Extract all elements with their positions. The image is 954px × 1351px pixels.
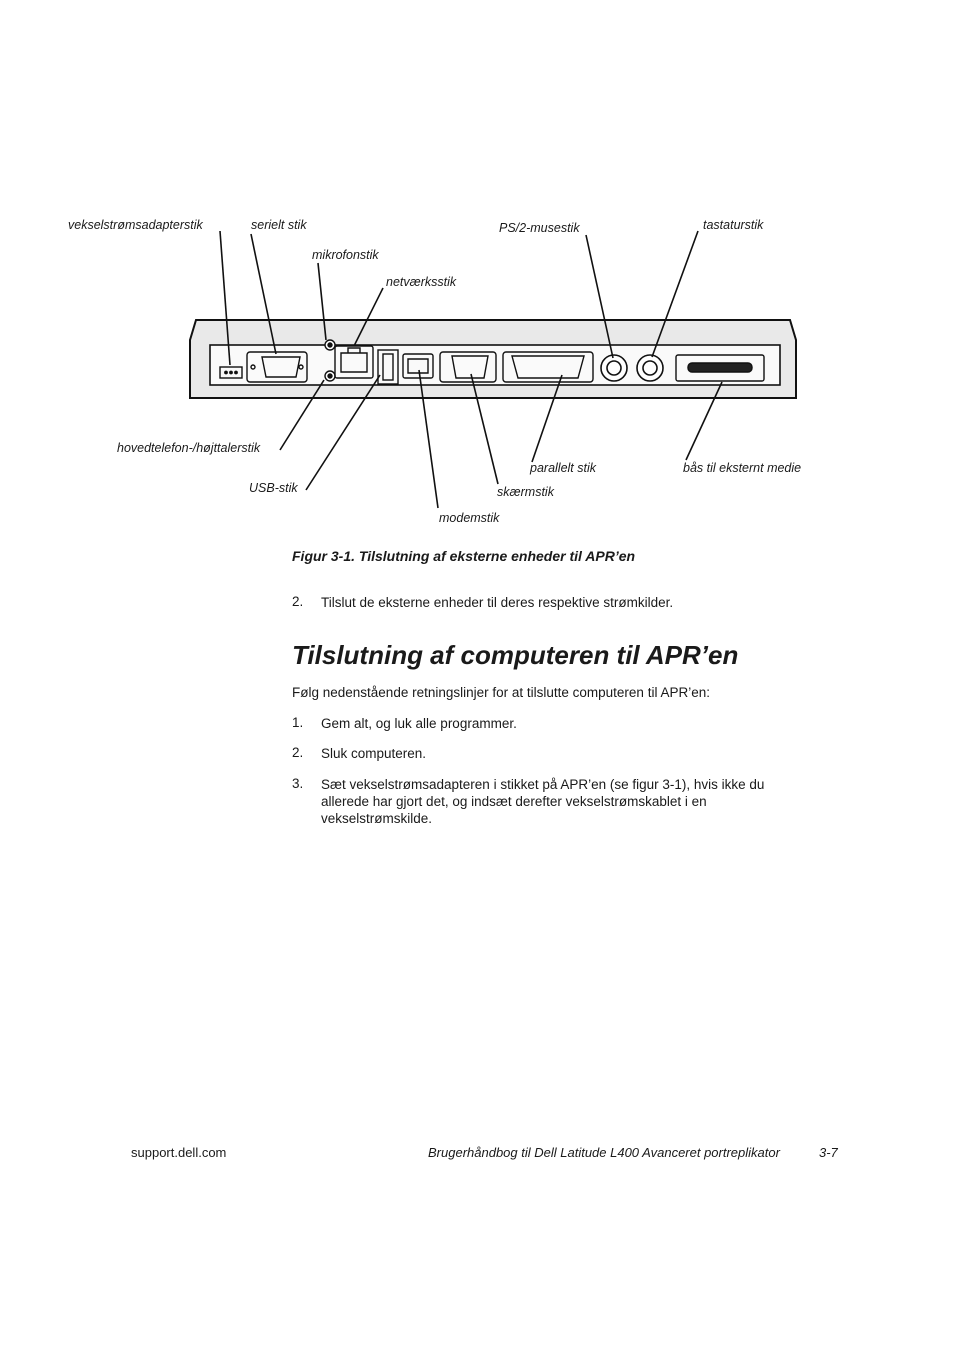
label-video: skærmstik	[497, 485, 554, 499]
step-text: Sluk computeren.	[321, 746, 427, 761]
section-intro: Følg nedenstående retningslinjer for at tilslutte computeren til APR’en:	[292, 685, 710, 700]
label-headphone: hovedtelefon-/højttalerstik	[117, 441, 261, 455]
label-media-bay: bås til eksternt medie	[683, 461, 802, 475]
footer-page-number: 3-7	[819, 1145, 838, 1160]
label-ac-adapter: vekselstrømsadapterstik	[68, 218, 203, 232]
step-text: Tilslut de eksterne enheder til deres respektive strømkilder.	[321, 595, 674, 610]
figure-caption: Figur 3-1. Tilslutning af eksterne enheder til APR’en	[292, 548, 636, 564]
section-heading: Tilslutning af computeren til APR’en	[292, 640, 739, 670]
label-serial: serielt stik	[251, 218, 307, 232]
chassis	[190, 320, 796, 398]
step-text: Gem alt, og luk alle programmer.	[321, 716, 517, 731]
label-network: netværksstik	[386, 275, 457, 289]
label-keyboard: tastaturstik	[703, 218, 764, 232]
step-number: 2.	[292, 594, 304, 609]
step-text: Sæt vekselstrømsadapteren i stikket på APR’en (se figur 3-1), hvis ikke du allerede har gjort det, og indsæt derefter vekselstrømskablet i en vekselstrømskilde.	[321, 777, 765, 826]
label-modem: modemstik	[439, 511, 500, 525]
footer-title: Brugerhåndbog til Dell Latitude L400 Avanceret portreplikator	[428, 1145, 780, 1160]
label-ps2-mouse: PS/2-musestik	[499, 221, 580, 235]
footer-url: support.dell.com	[131, 1145, 227, 1160]
label-usb: USB-stik	[249, 481, 298, 495]
port-replicator-figure	[0, 0, 954, 540]
label-parallel: parallelt stik	[530, 461, 596, 475]
step-number: 3.	[292, 776, 304, 791]
step-number: 1.	[292, 715, 304, 730]
label-microphone: mikrofonstik	[312, 248, 379, 262]
step-number: 2.	[292, 745, 304, 760]
